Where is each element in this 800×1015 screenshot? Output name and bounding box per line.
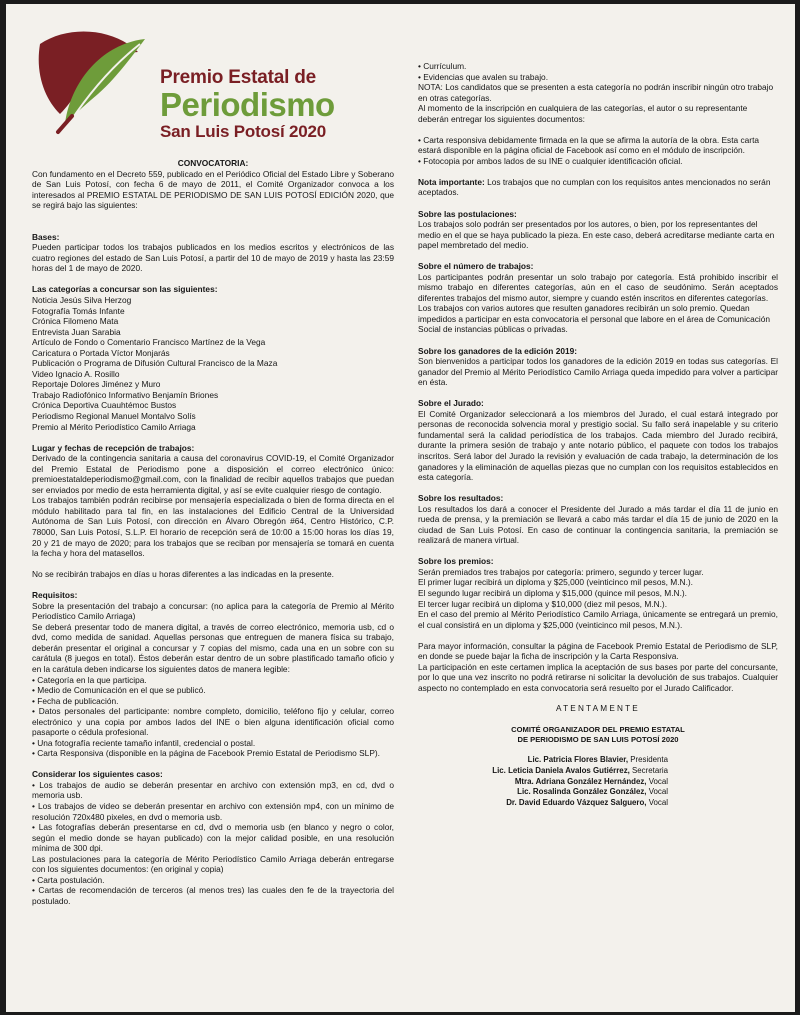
signatory-name: Lic. Leticia Daniela Avalos Gutiérrez, (492, 765, 630, 775)
list-item: Premio al Mérito Periodístico Camilo Arriaga (32, 421, 196, 432)
list-item: NOTA: Los candidatos que se presenten a esta categoría no podrán inscribir ningún otro trabajo en otras categorías. (418, 82, 774, 103)
list-item: • Medio de Comunicación en el que se publicó. (32, 685, 206, 696)
requisitos-list (32, 675, 394, 759)
postulaciones-title: Sobre las postulaciones: (418, 208, 517, 219)
signatory (418, 777, 778, 788)
list-item: Trabajo Radiofónico Informativo Benjamín Briones (32, 389, 219, 400)
casos-title: Considerar los siguientes casos: (32, 769, 163, 780)
list-item: • Los trabajos de video se deberán presentar en archivo con extensión mp4, con un mínimo de resolución 720x480 pixeles, en dvd o memoria usb. (32, 801, 394, 822)
logo-title-line-2: Periodismo (160, 86, 335, 123)
ganadores-paragraph: Son bienvenidos a participar todos los ganadores de la edición 2019 en todas sus categorías. El ganador del Premio al Mérito Periodístico Camilo Arriaga queda impedido para volver a participar en ésta. (418, 356, 778, 388)
list-item: • Evidencias que avalen su trabajo. (418, 71, 549, 82)
list-item: • Una fotografía reciente tamaño infantil, credencial o postal. (32, 737, 256, 748)
resultados-title: Sobre los resultados: (418, 493, 504, 504)
premios-list (418, 567, 778, 630)
signatory (418, 798, 778, 809)
intro-paragraph: Con fundamento en el Decreto 559, publicado en el Periódico Oficial del Estado Libre y Soberano de San Luis Potosí, con fecha 6 de mayo de 2011, el Comité Organizador convoca a los interesados al PREMIO ESTATAL DE PERIODISMO DE SAN LUIS POTOSÍ EDICIÓN 2020, que se regirá bajo las siguientes: (32, 168, 394, 211)
numero-paragraph-2: Los trabajos con varios autores que resulten ganadores recibirán un solo premio. Quedan impedidos a participar en esta convocatoria el personal que labore en el área de Comunicación Social de instancias públicas o privadas. (418, 303, 771, 335)
jurado-title: Sobre el Jurado: (418, 398, 484, 409)
list-item: • Cartas de recomendación de terceros (al menos tres) las cuales den fe de la trayectoria del postulado. (32, 885, 394, 906)
casos-list (32, 780, 394, 907)
convocatoria-title: CONVOCATORIA: (177, 158, 249, 168)
list-item: Crónica Deportiva Cuauhtémoc Bustos (32, 400, 177, 411)
list-item: En el caso del premio al Mérito Periodístico Camilo Arriaga, únicamente se entregará un premio, el cual consistirá en un diploma y $25,000 (veinticinco mil pesos, M.N.). (418, 609, 778, 630)
list-item: • Fecha de publicación. (32, 695, 119, 706)
list-item: Entrevista Juan Sarabia (32, 326, 121, 337)
list-item: Al momento de la inscripción en cualquiera de las categorías, el autor o su representante deberán entregar los siguientes documentos: (418, 103, 748, 124)
list-item: • Carta Responsiva (disponible en la página de Facebook Premio Estatal de Periodismo SLP). (32, 748, 380, 759)
list-item: • Carta postulación. (32, 874, 105, 885)
list-item: • Carta responsiva debidamente firmada en la que se afirma la autoría de la obra. Esta carta estará disponible en la página oficial de Facebook así como en el módulo de inscripción. (418, 134, 760, 156)
comite-line-2: DE PERIODISMO DE SAN LUIS POTOSÍ 2020 (517, 734, 679, 744)
nota-text: Los trabajos que no cumplan con los requisitos antes mencionados no serán aceptados. (418, 176, 771, 198)
categorias-list (32, 295, 394, 432)
lugar-paragraph-1: Derivado de la contingencia sanitaria a causa del coronavirus COVID-19, el Comité Organizador del Premio Estatal de Periodismo pone a disposición el correo electrónico único: premioestataldeperiodismo@gmail.com, con la finalidad de recibir aquellos trabajos que puedan ser enviados por medio de esta herramienta digital, y así se evite cualquier riesgo de contagio. (32, 453, 394, 495)
quill-feather-icon (20, 4, 170, 154)
list-item: El primer lugar recibirá un diploma y $25,000 (veinticinco mil pesos, M.N.). (418, 577, 693, 588)
list-item: • Datos personales del participante: nombre completo, domicilio, teléfono fijo y celular, correo electrónico y una copia por ambos lados del INE o bien alguna identificación oficial como pasaporte o cédula profesional. (32, 706, 394, 738)
signatory-role: Vocal (646, 787, 668, 797)
list-item: Caricatura o Portada Víctor Monjarás (32, 347, 170, 358)
list-item: Crónica Filomeno Mata (32, 316, 119, 327)
list-item: • Las fotografías deberán presentarse en cd, dvd o memoria usb (en blanco y negro o color, según el medio donde se hayan publicado) con la mejor calidad posible, en una resolución mínima de 300 dpi. (32, 822, 394, 854)
lugar-paragraph-2: Los trabajos también podrán recibirse por mensajería especializada o bien de forma directa en el módulo habilitado para tal fin, en las instalaciones del Edificio Central de la Universidad Autónoma de San Luis Potosí, con dirección en Álvaro Obregón #64, Centro Histórico, C.P. 78000, San Luis Potosí, S.L.P. El horario de recepción será de 10:00 a 15:00 horas los días 19, 20 y 21 de mayo de 2020; para los trabajos que se reciban por mensajería se tomará en cuenta la fecha y hora del matasellos. (32, 495, 394, 559)
requisitos-title: Requisitos: (32, 590, 78, 601)
nota-importante (418, 177, 778, 198)
list-item: El segundo lugar recibirá un diploma y $15,000 (quince mil pesos, M.N.). (418, 587, 687, 598)
resultados-paragraph: Los resultados los dará a conocer el Presidente del Jurado a más tardar el día 11 de junio en rueda de prensa, y la premiación se llevará a cabo más tardar el día 15 de junio de 2020 en la ciudad de San Luis Potosí. En caso de continuar la contingencia sanitaria, la premiación se realizará de manera virtual. (418, 503, 778, 546)
signatory-name: Mtra. Adriana González Hernández, (514, 776, 647, 786)
list-item: Periodismo Regional Manuel Montalvo Solís (32, 410, 196, 421)
signatory-name: Lic. Patricia Flores Blavier, (527, 755, 629, 765)
list-item: Reportaje Dolores Jiménez y Muro (32, 379, 161, 390)
list-item: Las postulaciones para la categoría de Mérito Periodístico Camilo Arriaga deberán entregarse con los siguientes documentos: (en original y copia) (32, 853, 394, 875)
signatories-list (418, 755, 778, 808)
signatory-role: Secretaria (629, 765, 668, 775)
signatory (418, 787, 778, 798)
signatory-name: Dr. David Eduardo Vázquez Salguero, (506, 797, 647, 807)
signatory-role: Vocal (646, 797, 668, 807)
document-page (6, 4, 795, 1012)
requisitos-paragraph-1: Sobre la presentación del trabajo a concursar: (no aplica para la categoría de Premio al Mérito Periodístico Camilo Arriaga) (32, 600, 394, 622)
list-item: • Fotocopia por ambos lados de su INE o cualquier identificación oficial. (418, 155, 683, 166)
info-paragraph-2: La participación en este certamen implica la aceptación de sus bases por parte del concursante, por lo que una vez inscrito no podrá retirarse ni solicitar la devolución de sus trabajos. Cualquier aspecto no contemplado en esta convocatoria será resuelto por el Jurado Calificador. (418, 661, 778, 693)
right-column (418, 61, 778, 808)
documents-list (418, 135, 778, 167)
left-column (32, 158, 394, 907)
bases-title: Bases: (32, 231, 60, 242)
info-paragraph-1: Para mayor información, consultar la página de Facebook Premio Estatal de Periodismo de SLP, en donde se puede bajar la ficha de inscripción y la Carta Responsiva. (418, 640, 778, 662)
nota-label: Nota importante: (418, 176, 485, 187)
list-item: Publicación o Programa de Difusión Cultural Francisco de la Maza (32, 358, 278, 369)
signatory-role: Presidenta (628, 755, 668, 765)
atentamente-label: ATENTAMENTE (556, 703, 640, 713)
premios-title: Sobre los premios: (418, 556, 494, 567)
categorias-title: Las categorías a concursar son las siguientes: (32, 284, 218, 295)
lugar-paragraph-3: No se recibirán trabajos en días u horas diferentes a las indicadas en la presente. (32, 569, 334, 580)
ganadores-title: Sobre los ganadores de la edición 2019: (418, 345, 578, 356)
requisitos-paragraph-2: Se deberá presentar todo de manera digital, a través de correo electrónico, memoria usb, cd o dvd, como medida de sanidad. Aquellas personas que entreguen de manera física su trabajo, deberán presentar el original a concursar y 7 copias del mismo, cada una en un sobre con su carátula (8 juegos en total). Éstos deberán estar dentro de un sobre plastificado tamaño oficio y en la carátula deben indicarse los siguientes datos de manera legible: (32, 621, 394, 674)
logo-title-line-1: Premio Estatal de (160, 67, 317, 88)
numero-title: Sobre el número de trabajos: (418, 261, 534, 272)
numero-paragraph-1: Los participantes podrán presentar un solo trabajo por categoría. Está prohibido inscribir el mismo trabajo en diferentes categorías, aún en el caso de seudónimo. Serán aceptados diferentes trabajos del mismo autor, siempre y cuando estén inscritos en diferentes categorías. (418, 271, 778, 303)
signatory (418, 755, 778, 766)
list-item: Serán premiados tres trabajos por categoría: primero, segundo y tercer lugar. (418, 566, 704, 577)
signatory-name: Lic. Rosalinda González González, (517, 787, 647, 797)
list-item: • Los trabajos de audio se deberán presentar en archivo con extensión mp3, en cd, dvd o memoria usb. (32, 779, 394, 801)
bases-paragraph: Pueden participar todos los trabajos publicados en los medios escritos y electrónicos de las cuatro regiones del estado de San Luis Potosí, a partir del 10 de mayo de 2019 y hasta las 23:59 horas del 1 de mayo de 2020. (32, 242, 394, 274)
list-item: Video Ignacio A. Rosillo (32, 368, 120, 379)
list-item: El tercer lugar recibirá un diploma y $10,000 (diez mil pesos, M.N.). (418, 598, 668, 609)
list-item: Artículo de Fondo o Comentario Francisco Martínez de la Vega (32, 337, 266, 348)
award-logo (20, 4, 390, 154)
right-top-list (418, 61, 778, 124)
comite-line-1: COMITÉ ORGANIZADOR DEL PREMIO ESTATAL (511, 724, 685, 734)
signatory-role: Vocal (646, 776, 668, 786)
list-item: Fotografía Tomás Infante (32, 305, 125, 316)
jurado-paragraph: El Comité Organizador seleccionará a los miembros del Jurado, el cual estará integrado por personas de reconocida solvencia moral y prestigio social. Su fallo será inapelable y su criterio fundamental será la calidad periodística de los trabajos. Cada miembro del Jurado recibirá, durante la primera sesión de trabajo y ante notario público, el paquete con todos los trabajos inscritos. Será labor del Jurado la revisión y evaluación de cada trabajo, la determinación de los ganadores y la eliminación de aquellas piezas que no cumplan con los requisitos establecidos en esta categoría. (418, 408, 778, 483)
list-item: • Currículum. (418, 61, 467, 71)
list-item: Noticia Jesús Silva Herzog (32, 294, 132, 305)
postulaciones-paragraph: Los trabajos solo podrán ser presentados por los autores, o bien, por los representantes del medio en el que se haya publicado la pieza. En este caso, deberá acreditarse mediante carta en papel membretado del medio. (418, 219, 775, 251)
logo-title-line-3: San Luis Potosí 2020 (160, 122, 327, 141)
signatory (418, 766, 778, 777)
list-item: • Categoría en la que participa. (32, 674, 147, 685)
lugar-title: Lugar y fechas de recepción de trabajos: (32, 442, 195, 453)
